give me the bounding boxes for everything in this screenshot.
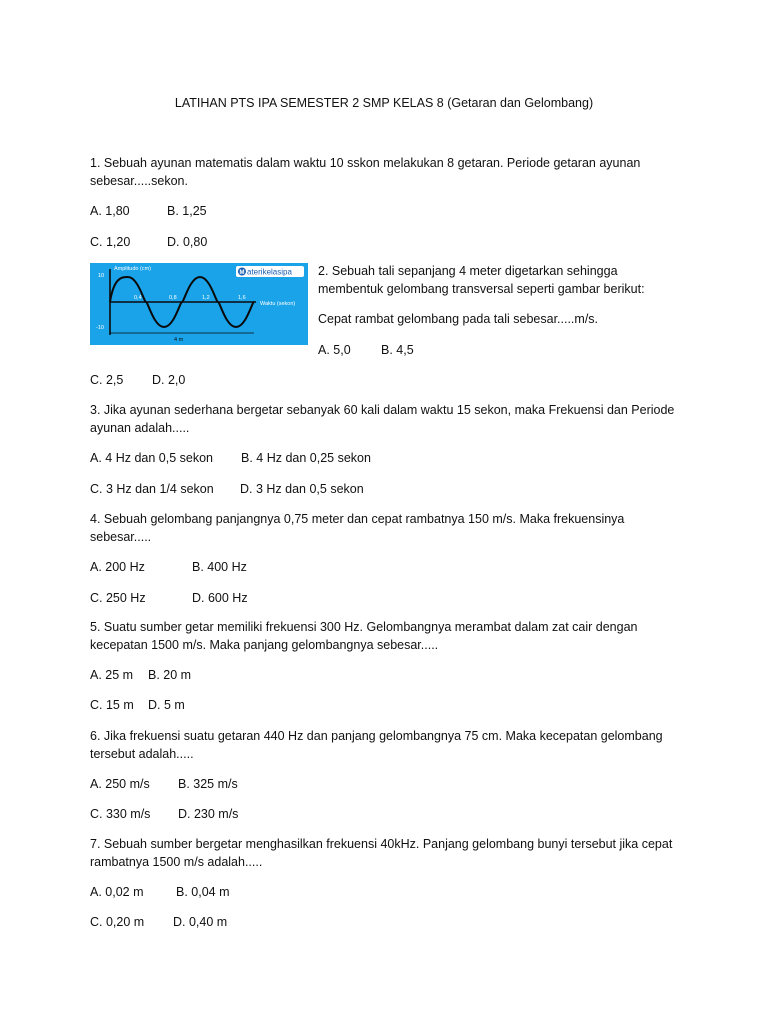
figure-x-tick-3: 1,2 bbox=[202, 295, 210, 301]
question-4-option-a[interactable]: A. 200 Hz bbox=[90, 560, 145, 574]
question-7-option-a[interactable]: A. 0,02 m bbox=[90, 885, 144, 899]
figure-y-max-label: 10 bbox=[98, 273, 105, 279]
question-3-text-line-2: ayunan adalah..... bbox=[90, 421, 190, 435]
question-1-option-a[interactable]: A. 1,80 bbox=[90, 204, 130, 218]
question-6-option-d[interactable]: D. 230 m/s bbox=[178, 807, 239, 821]
question-5-option-a[interactable]: A. 25 m bbox=[90, 668, 134, 682]
question-7-option-b[interactable]: B. 0,04 m bbox=[176, 885, 230, 899]
question-7-text-line-1: 7. Sebuah sumber bergetar menghasilkan frekuensi 40kHz. Panjang gelombang bunyi tersebut jika cepat bbox=[90, 837, 673, 851]
question-1-text-line-2: sebesar.....sekon. bbox=[90, 174, 188, 188]
question-2-option-a[interactable]: A. 5,0 bbox=[318, 343, 351, 357]
question-1-option-d[interactable]: D. 0,80 bbox=[167, 235, 208, 249]
question-7-option-d[interactable]: D. 0,40 m bbox=[173, 915, 228, 929]
question-6-text-line-2: tersebut adalah..... bbox=[90, 747, 194, 761]
question-6-option-b[interactable]: B. 325 m/s bbox=[178, 777, 238, 791]
page-title: LATIHAN PTS IPA SEMESTER 2 SMP KELAS 8 (Getaran dan Gelombang) bbox=[174, 96, 594, 110]
question-6-option-a[interactable]: A. 250 m/s bbox=[90, 777, 150, 791]
question-3-option-a[interactable]: A. 4 Hz dan 0,5 sekon bbox=[90, 451, 213, 465]
question-5-text-line-1: 5. Suatu sumber getar memiliki frekuensi 300 Hz. Gelombangnya merambat dalam zat cair dengan bbox=[90, 620, 638, 634]
question-3-option-d[interactable]: D. 3 Hz dan 0,5 sekon bbox=[240, 482, 364, 496]
question-4-option-b[interactable]: B. 400 Hz bbox=[192, 560, 247, 574]
question-6-option-c[interactable]: C. 330 m/s bbox=[90, 807, 151, 821]
figure-length-label: 4 m bbox=[174, 337, 184, 343]
question-5-option-d[interactable]: D. 5 m bbox=[148, 698, 185, 712]
question-2-text-line-1: 2. Sebuah tali sepanjang 4 meter digetarkan sehingga bbox=[318, 264, 618, 278]
figure-x-tick-1: 0,4 bbox=[134, 295, 142, 301]
question-4-option-c[interactable]: C. 250 Hz bbox=[90, 591, 146, 605]
question-2-option-b[interactable]: B. 4,5 bbox=[381, 343, 414, 357]
figure-ylabel: Amplitudo (cm) bbox=[114, 266, 151, 272]
figure-x-tick-2: 0,8 bbox=[169, 295, 177, 301]
question-3-option-b[interactable]: B. 4 Hz dan 0,25 sekon bbox=[241, 451, 371, 465]
question-2-text-line-2: membentuk gelombang transversal seperti gambar berikut: bbox=[318, 282, 645, 296]
question-3-text-line-1: 3. Jika ayunan sederhana bergetar sebanyak 60 kali dalam waktu 15 sekon, maka Frekuensi dan Periode bbox=[90, 403, 675, 417]
figure-xlabel: Waktu (sekon) bbox=[260, 301, 296, 307]
question-1-option-c[interactable]: C. 1,20 bbox=[90, 235, 131, 249]
logo-text: aterikelasipa bbox=[247, 267, 292, 277]
question-4-text-line-2: sebesar..... bbox=[90, 530, 152, 544]
question-1-option-b[interactable]: B. 1,25 bbox=[167, 204, 207, 218]
question-2-option-d[interactable]: D. 2,0 bbox=[152, 373, 186, 387]
question-6-text-line-1: 6. Jika frekuensi suatu getaran 440 Hz dan panjang gelombangnya 75 cm. Maka kecepatan gelombang bbox=[90, 729, 663, 743]
question-2-option-c[interactable]: C. 2,5 bbox=[90, 373, 124, 387]
wave-figure bbox=[90, 263, 308, 345]
question-4-text-line-1: 4. Sebuah gelombang panjangnya 0,75 meter dan cepat rambatnya 150 m/s. Maka frekuensinya bbox=[90, 512, 625, 526]
figure-y-min-label: -10 bbox=[96, 325, 104, 331]
question-1-text-line-1: 1. Sebuah ayunan matematis dalam waktu 10 sskon melakukan 8 getaran. Periode getaran ayunan bbox=[90, 156, 641, 170]
question-5-text-line-2: kecepatan 1500 m/s. Maka panjang gelombangnya sebesar..... bbox=[90, 638, 439, 652]
question-2-text-line-3: Cepat rambat gelombang pada tali sebesar.....m/s. bbox=[318, 312, 599, 326]
question-5-option-c[interactable]: C. 15 m bbox=[90, 698, 134, 712]
question-5-option-b[interactable]: B. 20 m bbox=[148, 668, 192, 682]
logo-initial: M bbox=[239, 270, 245, 276]
question-3-option-c[interactable]: C. 3 Hz dan 1/4 sekon bbox=[90, 482, 214, 496]
question-4-option-d[interactable]: D. 600 Hz bbox=[192, 591, 248, 605]
question-7-option-c[interactable]: C. 0,20 m bbox=[90, 915, 145, 929]
figure-x-tick-4: 1,6 bbox=[238, 295, 246, 301]
question-7-text-line-2: rambatnya 1500 m/s adalah..... bbox=[90, 855, 263, 869]
logo bbox=[236, 266, 304, 277]
